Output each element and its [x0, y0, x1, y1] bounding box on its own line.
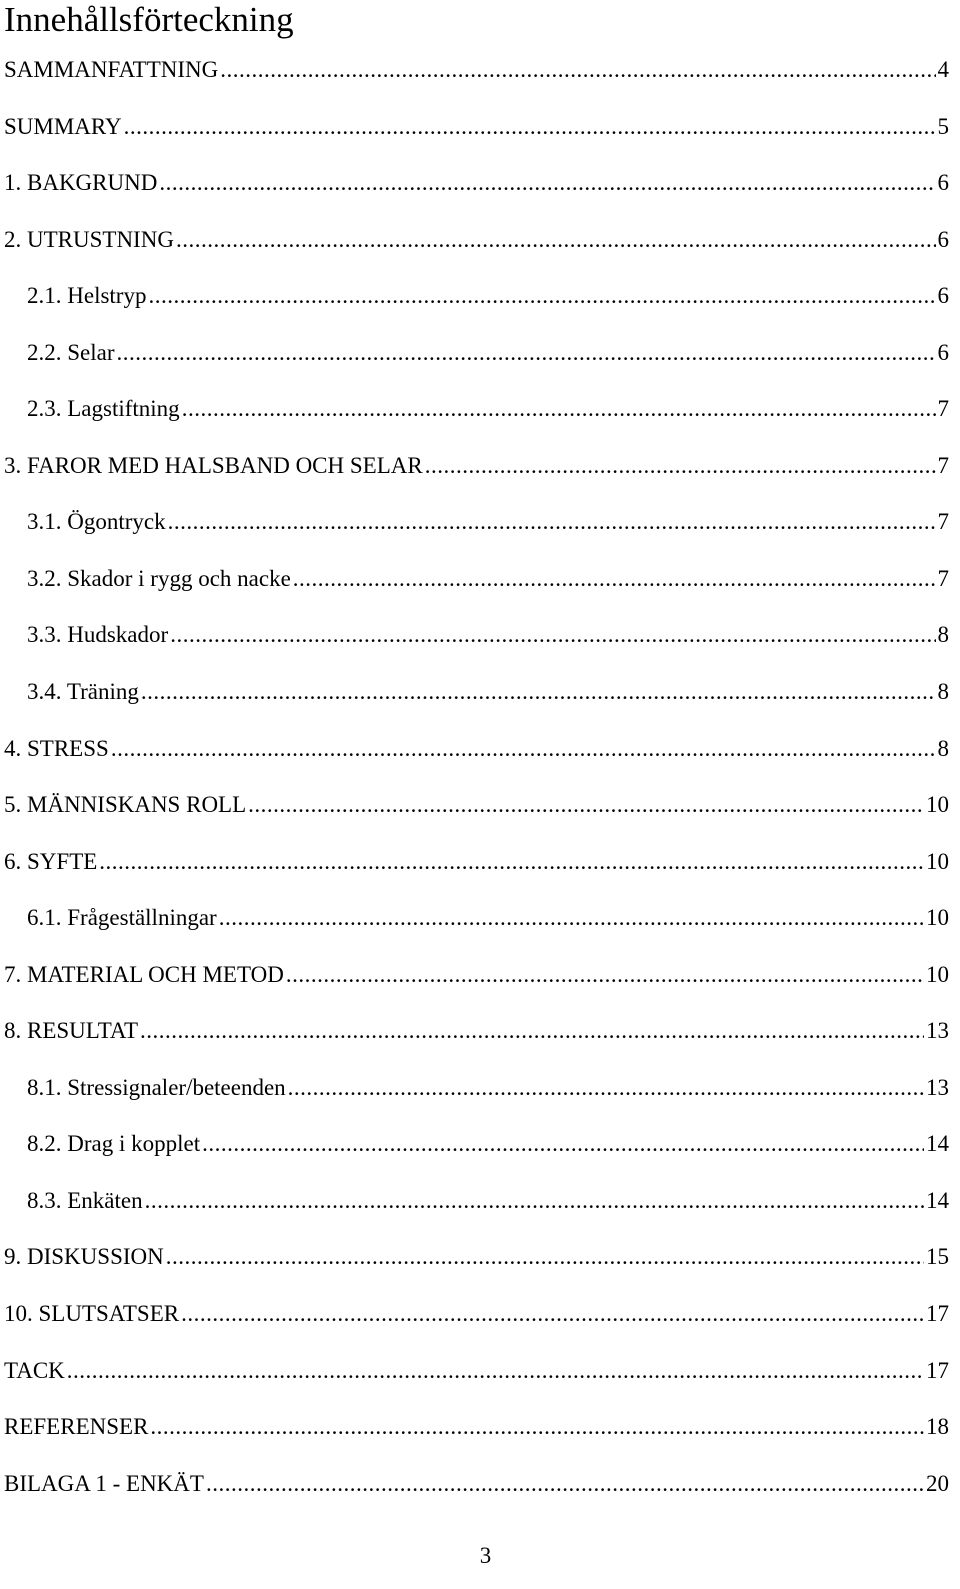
toc-dot-leader	[286, 959, 924, 991]
toc-entry-page: 8	[937, 622, 949, 648]
toc-entry-page: 17	[926, 1301, 949, 1327]
toc-entry-label: 2.3. Lagstiftning	[27, 396, 180, 422]
toc-entry-label: 6.1. Frågeställningar	[27, 905, 217, 931]
toc-dot-leader	[293, 563, 936, 595]
toc-entry-page: 7	[937, 565, 949, 591]
toc-entry-label: 8.2. Drag i kopplet	[27, 1131, 201, 1157]
toc-entry[interactable]	[0, 1355, 949, 1412]
toc-entry[interactable]	[0, 959, 949, 1016]
toc-entry[interactable]	[0, 167, 949, 224]
toc-dot-leader	[166, 1241, 924, 1273]
toc-entry-label: SAMMANFATTNING	[4, 57, 219, 82]
toc-heading: Innehållsförteckning	[4, 0, 294, 39]
toc-dot-leader	[176, 224, 936, 256]
toc-entry[interactable]	[0, 280, 949, 337]
page-number: 3	[479, 1543, 492, 1568]
toc-entry-label: 10. SLUTSATSER	[4, 1301, 180, 1327]
toc-entry[interactable]	[0, 733, 949, 790]
toc-dot-leader	[206, 1468, 924, 1500]
toc-entry-page: 15	[926, 1244, 949, 1270]
toc-entry-label: 2.1. Helstryp	[27, 283, 147, 309]
toc-entry[interactable]	[0, 1468, 949, 1525]
toc-entry[interactable]	[0, 789, 949, 846]
toc-entry-label: 4. STRESS	[4, 735, 109, 761]
toc-entry[interactable]	[0, 902, 949, 959]
toc-entry-label: 2.2. Selar	[27, 339, 115, 365]
toc-entry-label: 3.3. Hudskador	[27, 622, 169, 648]
toc-dot-leader	[111, 733, 936, 765]
toc-entry[interactable]	[0, 450, 949, 507]
toc-dot-leader	[124, 111, 936, 143]
toc-entry-label: 8. RESULTAT	[4, 1018, 139, 1044]
toc-entry-page: 8	[937, 735, 949, 761]
toc-entry-page: 20	[926, 1470, 949, 1496]
toc-entry[interactable]	[0, 224, 949, 281]
toc-dot-leader	[425, 450, 936, 482]
toc-entry-page: 14	[926, 1131, 949, 1157]
toc-entry-label: 5. MÄNNISKANS ROLL	[4, 792, 247, 818]
toc-entry[interactable]	[0, 1411, 949, 1468]
toc-list	[0, 54, 949, 1524]
toc-dot-leader	[182, 393, 936, 425]
toc-entry[interactable]	[0, 1015, 949, 1072]
toc-entry[interactable]	[0, 846, 949, 903]
toc-entry-page: 10	[926, 848, 949, 874]
toc-entry-page: 18	[926, 1414, 949, 1440]
toc-entry-page: 6	[937, 283, 949, 309]
toc-dot-leader	[168, 506, 936, 538]
toc-entry-page: 7	[937, 396, 949, 422]
toc-dot-leader	[288, 1072, 924, 1104]
toc-entry-label: 1. BAKGRUND	[4, 170, 158, 196]
toc-entry-label: SUMMARY	[4, 113, 122, 139]
toc-dot-leader	[150, 1411, 924, 1443]
toc-dot-leader	[67, 1355, 924, 1387]
toc-entry-label: TACK	[4, 1357, 65, 1383]
toc-entry-page: 14	[926, 1187, 949, 1213]
toc-entry-label: BILAGA 1 - ENKÄT	[4, 1470, 204, 1496]
toc-dot-leader	[141, 676, 936, 708]
toc-entry-page: 5	[937, 113, 949, 139]
toc-entry[interactable]	[0, 1241, 949, 1298]
toc-entry-page: 4	[937, 57, 949, 82]
toc-entry-page: 7	[937, 452, 949, 478]
toc-dot-leader	[248, 789, 924, 821]
toc-entry[interactable]	[0, 111, 949, 168]
toc-entry-page: 10	[926, 905, 949, 931]
toc-dot-leader	[220, 54, 935, 86]
toc-entry[interactable]	[0, 337, 949, 394]
toc-entry-page: 6	[937, 339, 949, 365]
toc-entry-label: 2. UTRUSTNING	[4, 226, 174, 252]
toc-entry[interactable]	[0, 563, 949, 620]
toc-entry[interactable]	[0, 1128, 949, 1185]
toc-entry-page: 17	[926, 1357, 949, 1383]
toc-entry-label: 8.1. Stressignaler/beteenden	[27, 1074, 286, 1100]
toc-entry[interactable]	[0, 506, 949, 563]
toc-dot-leader	[140, 1015, 924, 1047]
toc-entry-page: 13	[926, 1074, 949, 1100]
toc-entry-page: 10	[926, 961, 949, 987]
toc-dot-leader	[148, 280, 935, 312]
toc-entry-page: 7	[937, 509, 949, 535]
toc-entry-page: 6	[937, 170, 949, 196]
toc-dot-leader	[170, 619, 935, 651]
toc-dot-leader	[99, 846, 924, 878]
toc-dot-leader	[181, 1298, 924, 1330]
toc-entry-label: 9. DISKUSSION	[4, 1244, 164, 1270]
toc-entry-page: 8	[937, 679, 949, 705]
toc-entry[interactable]	[0, 619, 949, 676]
toc-entry-label: 8.3. Enkäten	[27, 1187, 143, 1213]
toc-entry-label: 7. MATERIAL OCH METOD	[4, 961, 284, 987]
toc-dot-leader	[145, 1185, 924, 1217]
toc-entry[interactable]	[0, 1072, 949, 1129]
toc-entry-label: REFERENSER	[4, 1414, 149, 1440]
toc-entry-label: 3. FAROR MED HALSBAND OCH SELAR	[4, 452, 423, 478]
toc-entry-page: 13	[926, 1018, 949, 1044]
toc-entry-page: 6	[937, 226, 949, 252]
toc-entry[interactable]	[0, 1185, 949, 1242]
toc-entry-label: 3.2. Skador i rygg och nacke	[27, 565, 291, 591]
toc-dot-leader	[117, 337, 936, 369]
toc-entry[interactable]	[0, 676, 949, 733]
toc-entry-label: 6. SYFTE	[4, 848, 98, 874]
toc-dot-leader	[159, 167, 935, 199]
toc-entry[interactable]	[0, 393, 949, 450]
toc-entry-page: 10	[926, 792, 949, 818]
toc-dot-leader	[219, 902, 924, 934]
toc-entry[interactable]	[0, 54, 949, 111]
toc-entry-label: 3.1. Ögontryck	[27, 509, 166, 535]
toc-entry[interactable]	[0, 1298, 949, 1355]
toc-dot-leader	[202, 1128, 924, 1160]
toc-entry-label: 3.4. Träning	[27, 679, 139, 705]
